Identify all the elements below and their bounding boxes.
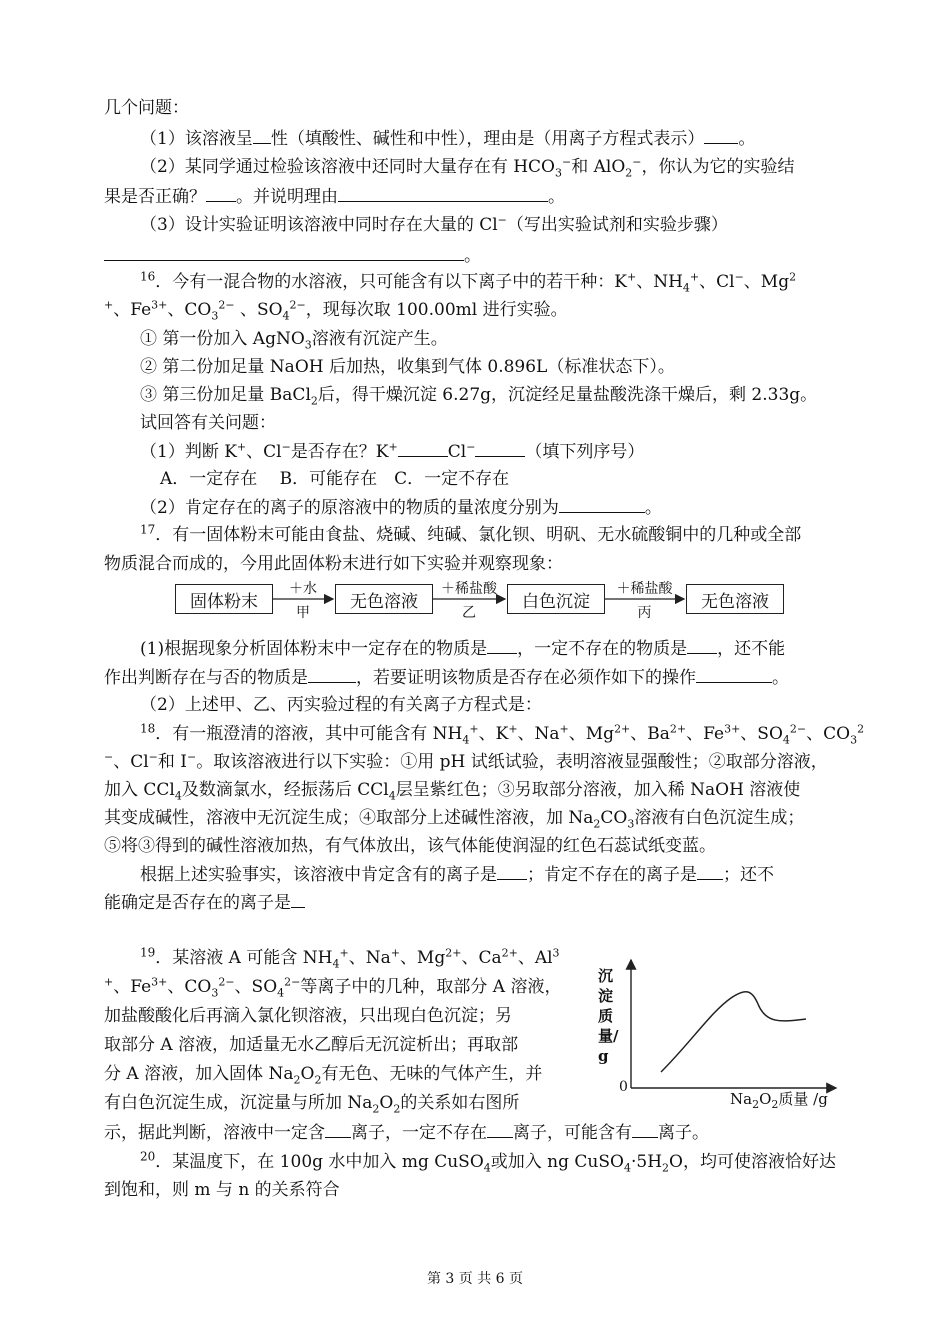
q16-question1: （1）判断 K+、Cl−是否存在？K+ Cl− （填下列序号） bbox=[140, 440, 645, 462]
q18-line5: ⑤将③得到的碱性溶液加热，有气体放出，该气体能使润湿的红色石蕊试纸变蓝。 bbox=[104, 836, 716, 856]
q15-part2-cont: 果是否正确？ 。并说明理由 。 bbox=[104, 184, 565, 209]
q19-line1: $^{19}$．某溶液 A 可能含 $NH_4^+$、Na+、$Mg^{2+}$、$Ca^{2+}$、Al$^3$ bbox=[140, 945, 560, 971]
flow-arrow-1-top: ＋水 bbox=[289, 581, 317, 597]
q19-line7: 示，据此判断，溶液中一定含 离子，一定不存在 离子，可能含有 离子。 bbox=[104, 1120, 709, 1145]
flow-arrow-2-top: ＋稀盐酸 bbox=[441, 581, 497, 597]
q18-line1: $^{18}$．有一瓶澄清的溶液，其中可能含有 $NH_4^+$、K+、Na+、$Mg^{2+}$、$Ba^{2+}$、$Fe^{3+}$、$SO_4^{2-}$、$CO_3^2$ bbox=[140, 721, 865, 747]
q15-answer-line: 。 bbox=[104, 243, 481, 268]
flow-arrow-2-bottom: 乙 bbox=[462, 605, 476, 621]
q19-line3: 加盐酸酸化后再滴入氯化钡溶液，只出现白色沉淀；另 bbox=[104, 1006, 512, 1026]
q18-line4: 其变成碱性，溶液中无沉淀生成；④取部分上述碱性溶液，加 $Na_2CO_3$溶液有白色沉淀生成； bbox=[104, 808, 805, 831]
flow-arrow-3-bottom: 丙 bbox=[637, 605, 652, 621]
precipitate-curve bbox=[661, 992, 806, 1072]
q19-line6: 有白色沉淀生成，沉淀量与所加 $Na_2O_2$的关系如右图所 bbox=[104, 1093, 520, 1116]
q17-part2: （2）上述甲、乙、丙实验过程的有关离子方程式是： bbox=[140, 695, 542, 715]
graph-origin: 0 bbox=[619, 1079, 628, 1095]
q16-step2: ② 第二份加足量 NaOH 后加热，收集到气体 0.896L（标准状态下）。 bbox=[140, 357, 675, 377]
graph-x-label: $Na_2O_2$质量 /g bbox=[730, 1090, 828, 1111]
q17-line2: 物质混合而成的，今用此固体粉末进行如下实验并观察现象： bbox=[104, 554, 563, 574]
q18-line2: −、Cl−和 I−。取该溶液进行以下实验：①用 pH 试纸试验，表明溶液显强酸性；②取部分溶液， bbox=[104, 750, 828, 772]
q16-line1: $^{16}$．今有一混合物的水溶液，只可能含有以下离子中的若干种：K+、$NH_4^+$、Cl−、Mg$^2$ bbox=[140, 269, 797, 295]
q16-line2: +、$Fe^{3+}$、$CO_3^{2-}$ 、$SO_4^{2-}$，现每次取 100.00ml 进行实验。 bbox=[104, 298, 568, 323]
q18-line6: 根据上述实验事实，该溶液中肯定含有的离子是 ；肯定不存在的离子是 ；还不 bbox=[140, 862, 774, 887]
q19-line2: +、$Fe^{3+}$、$CO_3^{2-}$、$SO_4^{2-}$等离子中的几种，取部分 A 溶液， bbox=[104, 975, 562, 1000]
flow-box-colorless-solution: 无色溶液 bbox=[335, 584, 433, 614]
q15-part3: （3）设计实验证明该溶液中同时存在大量的 Cl−（写出实验试剂和实验步骤） bbox=[140, 213, 728, 235]
flow-box-solid-powder: 固体粉末 bbox=[175, 584, 273, 614]
intro-line: 几个问题： bbox=[104, 98, 189, 118]
q17-part1-cont: 作出判断存在与否的物质是 ，若要证明该物质是否存在必须作如下的操作 。 bbox=[104, 665, 789, 690]
q16-step1: ① 第一份加入 AgNO$_3$溶液有沉淀产生。 bbox=[140, 329, 448, 352]
q17-line1: $^{17}$．有一固体粉末可能由食盐、烧碱、纯碱、氯化钡、明矾、无水硫酸铜中的几种或全部 bbox=[140, 522, 802, 545]
q16-ask: 试回答有关问题： bbox=[140, 413, 276, 433]
q16-options: A．一定存在 B．可能存在 C．一定不存在 bbox=[160, 469, 510, 489]
q15-part1: （1）该溶液呈 性（填酸性、碱性和中性），理由是（用离子方程式表示） 。 bbox=[140, 126, 755, 151]
q15-part2: （2）某同学通过检验该溶液中还同时大量存在有 $HCO_3^-$和 AlO$_2$−，你认为它的实验结 bbox=[140, 155, 795, 180]
flow-box-colorless-solution-2: 无色溶液 bbox=[686, 584, 784, 614]
flow-arrows bbox=[0, 0, 950, 640]
q19-line4: 取部分 A 溶液，加适量无水乙醇后无沉淀析出；再取部 bbox=[104, 1035, 519, 1055]
graph-y-label: 沉淀质量/g bbox=[598, 967, 619, 1065]
q20-line2: 到饱和，则 m 与 n 的关系符合 bbox=[104, 1180, 340, 1200]
flow-arrow-1-bottom: 甲 bbox=[296, 605, 310, 621]
q18-line3: 加入 CCl$_4$及数滴氯水，经振荡后 CCl$_4$层呈紫红色；③另取部分溶液，加入稀 NaOH 溶液使 bbox=[104, 780, 801, 803]
q20-line1: $^{20}$．某温度下，在 100g 水中加入 mg CuSO$_4$或加入 ng $CuSO_4\cdot 5H_2O$，均可使溶液恰好达 bbox=[140, 1149, 836, 1175]
q16-step3: ③ 第三份加足量 BaCl$_2$后，得干燥沉淀 6.27g，沉淀经足量盐酸洗涤干燥后，剩 2.33g。 bbox=[140, 385, 818, 408]
flow-box-white-precipitate: 白色沉淀 bbox=[507, 584, 605, 614]
page-footer: 第 3 页 共 6 页 bbox=[426, 1271, 524, 1287]
flow-arrow-3-top: ＋稀盐酸 bbox=[616, 581, 673, 597]
q19-line5: 分 A 溶液，加入固体 $Na_2O_2$有无色、无味的气体产生，并 bbox=[104, 1064, 543, 1087]
q16-question2: （2）肯定存在的离子的原溶液中的物质的量浓度分别为 。 bbox=[140, 495, 662, 520]
q17-part1: (1)根据现象分析固体粉末中一定存在的物质是 ，一定不存在的物质是 ，还不能 bbox=[140, 636, 785, 661]
q18-line7: 能确定是否存在的离子是 bbox=[104, 890, 305, 915]
